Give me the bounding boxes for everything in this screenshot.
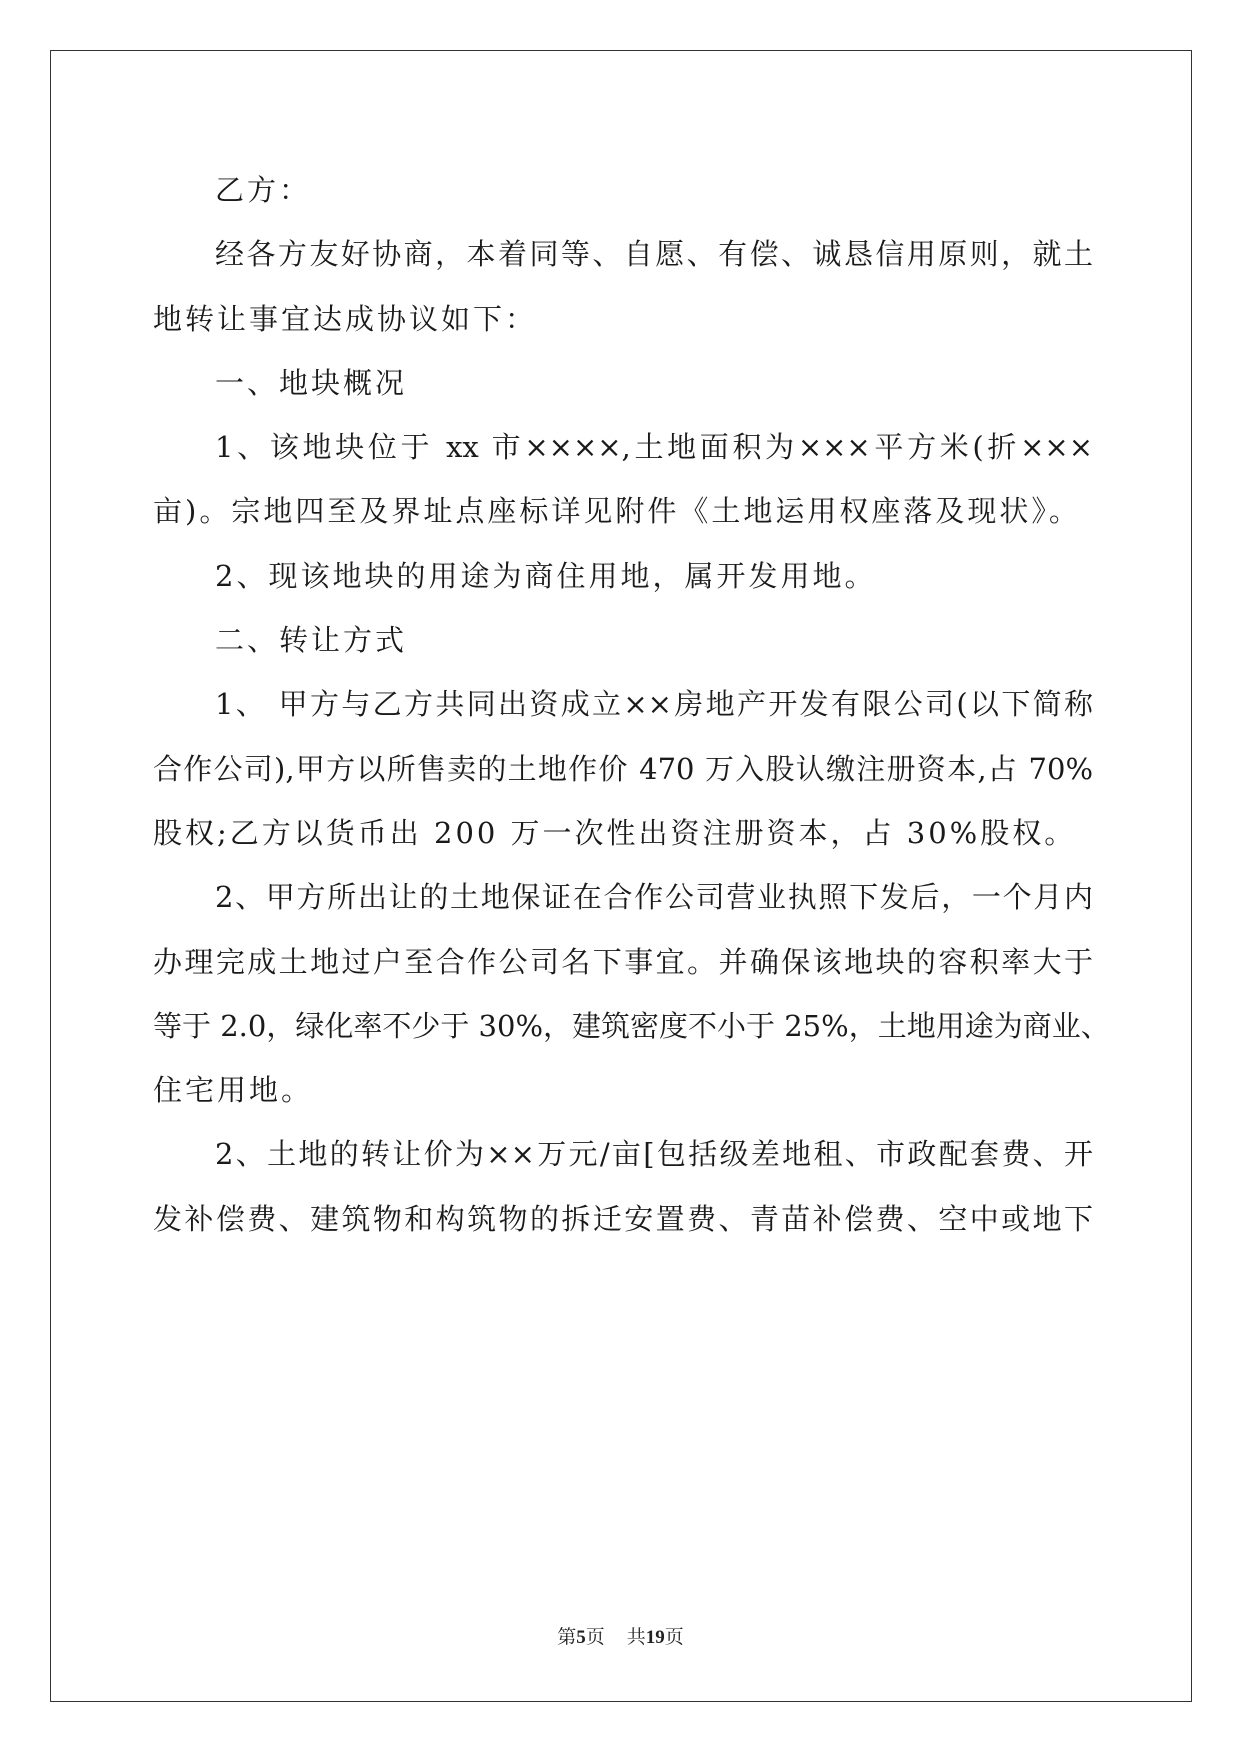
footer-page-suffix: 页	[585, 1627, 605, 1648]
text-line: 1、 甲方与乙方共同出资成立××房地产开发有限公司(以下简称	[215, 687, 1093, 722]
footer-total-prefix: 共	[626, 1627, 646, 1648]
footer-total-suffix: 页	[664, 1627, 684, 1648]
page-footer	[0, 1622, 1241, 1649]
text-line: 地转让事宜达成协议如下：	[153, 301, 538, 336]
text-line: 发补偿费、建筑物和构筑物的拆迁安置费、青苗补偿费、空中或地下	[153, 1201, 1093, 1236]
text-line: 亩)。宗地四至及界址点座标详见附件《土地运用权座落及现状》。	[153, 494, 1081, 529]
text-line: 一、地块概况	[215, 365, 408, 400]
text-line: 等于 2.0，绿化率不少于 30%，建筑密度不小于 25%，土地用途为商业、	[153, 1008, 1110, 1043]
text-line: 经各方友好协商，本着同等、自愿、有偿、诚恳信用原则，就土	[215, 237, 1093, 272]
text-line: 住宅用地。	[153, 1073, 314, 1108]
document-body	[153, 158, 1110, 1251]
text-line: 2、土地的转让价为××万元/亩[包括级差地租、市政配套费、开	[215, 1137, 1093, 1172]
text-line: 乙方：	[215, 173, 312, 207]
footer-page-prefix: 第	[557, 1627, 577, 1648]
text-line: 合作公司),甲方以所售卖的土地作价 470 万入股认缴注册资本,占 70%	[153, 751, 1093, 786]
footer-page-number: 5	[576, 1627, 586, 1648]
text-line: 办理完成土地过户至合作公司名下事宜。并确保该地块的容积率大于	[153, 944, 1093, 979]
footer-total-pages: 19	[645, 1627, 665, 1648]
text-line: 二、转让方式	[215, 623, 408, 658]
text-line: 2、现该地块的用途为商住用地，属开发用地。	[215, 558, 877, 593]
text-line: 2、甲方所出让的土地保证在合作公司营业执照下发后，一个月内	[215, 880, 1093, 915]
text-line: 1、该地块位于 xx 市××××,土地面积为×××平方米(折×××	[215, 430, 1093, 465]
text-line: 股权;乙方以货币出 200 万一次性出资注册资本，占 30%股权。	[153, 815, 1077, 850]
